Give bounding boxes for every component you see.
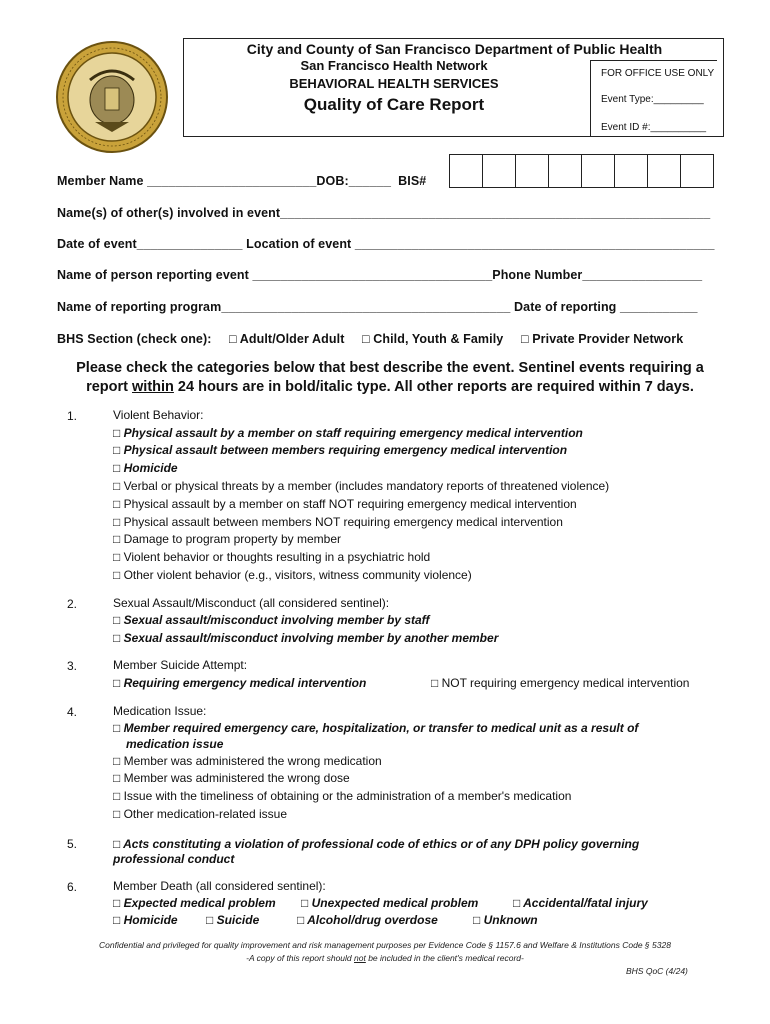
- section-3-number: 3.: [67, 659, 78, 673]
- event-type-field[interactable]: Event Type:_________: [601, 94, 704, 105]
- section-1-number: 1.: [67, 409, 78, 423]
- network-name: San Francisco Health Network: [300, 58, 488, 73]
- checkbox-death-suicide[interactable]: □ Suicide: [206, 913, 260, 927]
- checkbox-suicide-no-emergency[interactable]: □ NOT requiring emergency medical intervention: [431, 676, 690, 690]
- checkbox-ethics-violation[interactable]: □ Acts constituting a violation of professional code of ethics or of any DPH policy governing: [113, 837, 640, 851]
- checkbox-death-overdose[interactable]: □ Alcohol/drug overdose: [297, 913, 438, 927]
- checkbox-medication-timeliness[interactable]: □ Issue with the timeliness of obtaining or the administration of a member's medication: [113, 789, 572, 803]
- checkbox-wrong-medication[interactable]: □ Member was administered the wrong medication: [113, 754, 382, 768]
- checkbox-assault-members-no-emergency[interactable]: □ Physical assault between members NOT requiring emergency medical intervention: [113, 515, 563, 529]
- page-title: Quality of Care Report: [303, 95, 485, 114]
- checkbox-assault-members-emergency[interactable]: □ Physical assault between members requiring emergency medical intervention: [113, 443, 568, 457]
- member-name-field[interactable]: Member Name ________________________DOB:______ BIS#: [57, 174, 427, 188]
- instructions-line-2: report within 24 hours are in bold/italic type. All other reports are required within 7 days.: [86, 379, 694, 395]
- section-private-checkbox[interactable]: □ Private Provider Network: [521, 332, 684, 346]
- county-seal: [55, 40, 169, 154]
- checkbox-other-medication[interactable]: □ Other medication-related issue: [113, 807, 287, 821]
- checkbox-sexual-by-staff[interactable]: □ Sexual assault/misconduct involving member by staff: [113, 613, 430, 627]
- reporter-phone-field[interactable]: Name of person reporting event __________________________________Phone Number_________________: [57, 268, 703, 282]
- checkbox-other-violent[interactable]: □ Other violent behavior (e.g., visitors, witness community violence): [113, 568, 472, 582]
- bhs-section-label: BHS Section (check one):: [57, 332, 212, 346]
- section-child-checkbox[interactable]: □ Child, Youth & Family: [362, 332, 504, 346]
- checkbox-assault-staff-emergency[interactable]: □ Physical assault by a member on staff requiring emergency medical intervention: [113, 426, 583, 440]
- checkbox-ethics-violation-cont: professional conduct: [113, 852, 235, 866]
- section-4-title: Medication Issue:: [113, 704, 207, 718]
- bis-number-boxes[interactable]: [449, 154, 714, 188]
- checkbox-death-expected[interactable]: □ Expected medical problem: [113, 896, 276, 910]
- checkbox-sexual-by-member[interactable]: □ Sexual assault/misconduct involving member by another member: [113, 631, 499, 645]
- section-1-title: Violent Behavior:: [113, 408, 204, 422]
- checkbox-death-unexpected[interactable]: □ Unexpected medical problem: [301, 896, 479, 910]
- checkbox-assault-staff-no-emergency[interactable]: □ Physical assault by a member on staff NOT requiring emergency medical intervention: [113, 497, 577, 511]
- form-code: BHS QoC (4/24): [626, 966, 688, 976]
- section-adult-checkbox[interactable]: □ Adult/Older Adult: [229, 332, 345, 346]
- section-2-title: Sexual Assault/Misconduct (all considered sentinel):: [113, 596, 390, 610]
- section-5-number: 5.: [67, 837, 78, 851]
- section-6-number: 6.: [67, 880, 78, 894]
- others-involved-field[interactable]: Name(s) of other(s) involved in event_____________________________________________________________: [57, 206, 711, 220]
- checkbox-property-damage[interactable]: □ Damage to program property by member: [113, 532, 342, 546]
- section-4-number: 4.: [67, 705, 78, 719]
- program-date-field[interactable]: Name of reporting program_________________________________________ Date of reporting ___________: [57, 300, 698, 314]
- medical-record-notice: -A copy of this report should not be included in the client's medical record-: [246, 953, 524, 963]
- section-6-title: Member Death (all considered sentinel):: [113, 879, 326, 893]
- event-id-field[interactable]: Event ID #:__________: [601, 122, 707, 133]
- checkbox-medication-emergency-cont: medication issue: [126, 737, 224, 751]
- checkbox-psychiatric-hold[interactable]: □ Violent behavior or thoughts resulting in a psychiatric hold: [113, 550, 431, 564]
- section-3-title: Member Suicide Attempt:: [113, 658, 248, 672]
- instructions-line-1: Please check the categories below that best describe the event. Sentinel events requiring a: [76, 360, 704, 376]
- checkbox-suicide-emergency[interactable]: □ Requiring emergency medical intervention: [113, 676, 367, 690]
- department-name: City and County of San Francisco Department of Public Health: [246, 41, 663, 57]
- checkbox-wrong-dose[interactable]: □ Member was administered the wrong dose: [113, 771, 350, 785]
- checkbox-death-homicide[interactable]: □ Homicide: [113, 913, 178, 927]
- division-name: BEHAVIORAL HEALTH SERVICES: [289, 76, 499, 91]
- checkbox-threats[interactable]: □ Verbal or physical threats by a member (includes mandatory reports of threatened violence): [113, 479, 610, 493]
- confidentiality-notice: Confidential and privileged for quality improvement and risk management purposes per Evidence Code § 1157.6 and Welfare & Institutions Code § 5328: [99, 940, 671, 950]
- checkbox-medication-emergency[interactable]: □ Member required emergency care, hospitalization, or transfer to medical unit as a result of: [113, 721, 639, 735]
- checkbox-death-unknown[interactable]: □ Unknown: [473, 913, 538, 927]
- office-use-label: FOR OFFICE USE ONLY: [601, 68, 715, 79]
- section-2-number: 2.: [67, 597, 78, 611]
- office-use-box: [590, 60, 717, 136]
- checkbox-homicide[interactable]: □ Homicide: [113, 461, 178, 475]
- checkbox-death-accidental[interactable]: □ Accidental/fatal injury: [513, 896, 648, 910]
- date-location-field[interactable]: Date of event_______________ Location of event ___________________________________________________: [57, 237, 715, 251]
